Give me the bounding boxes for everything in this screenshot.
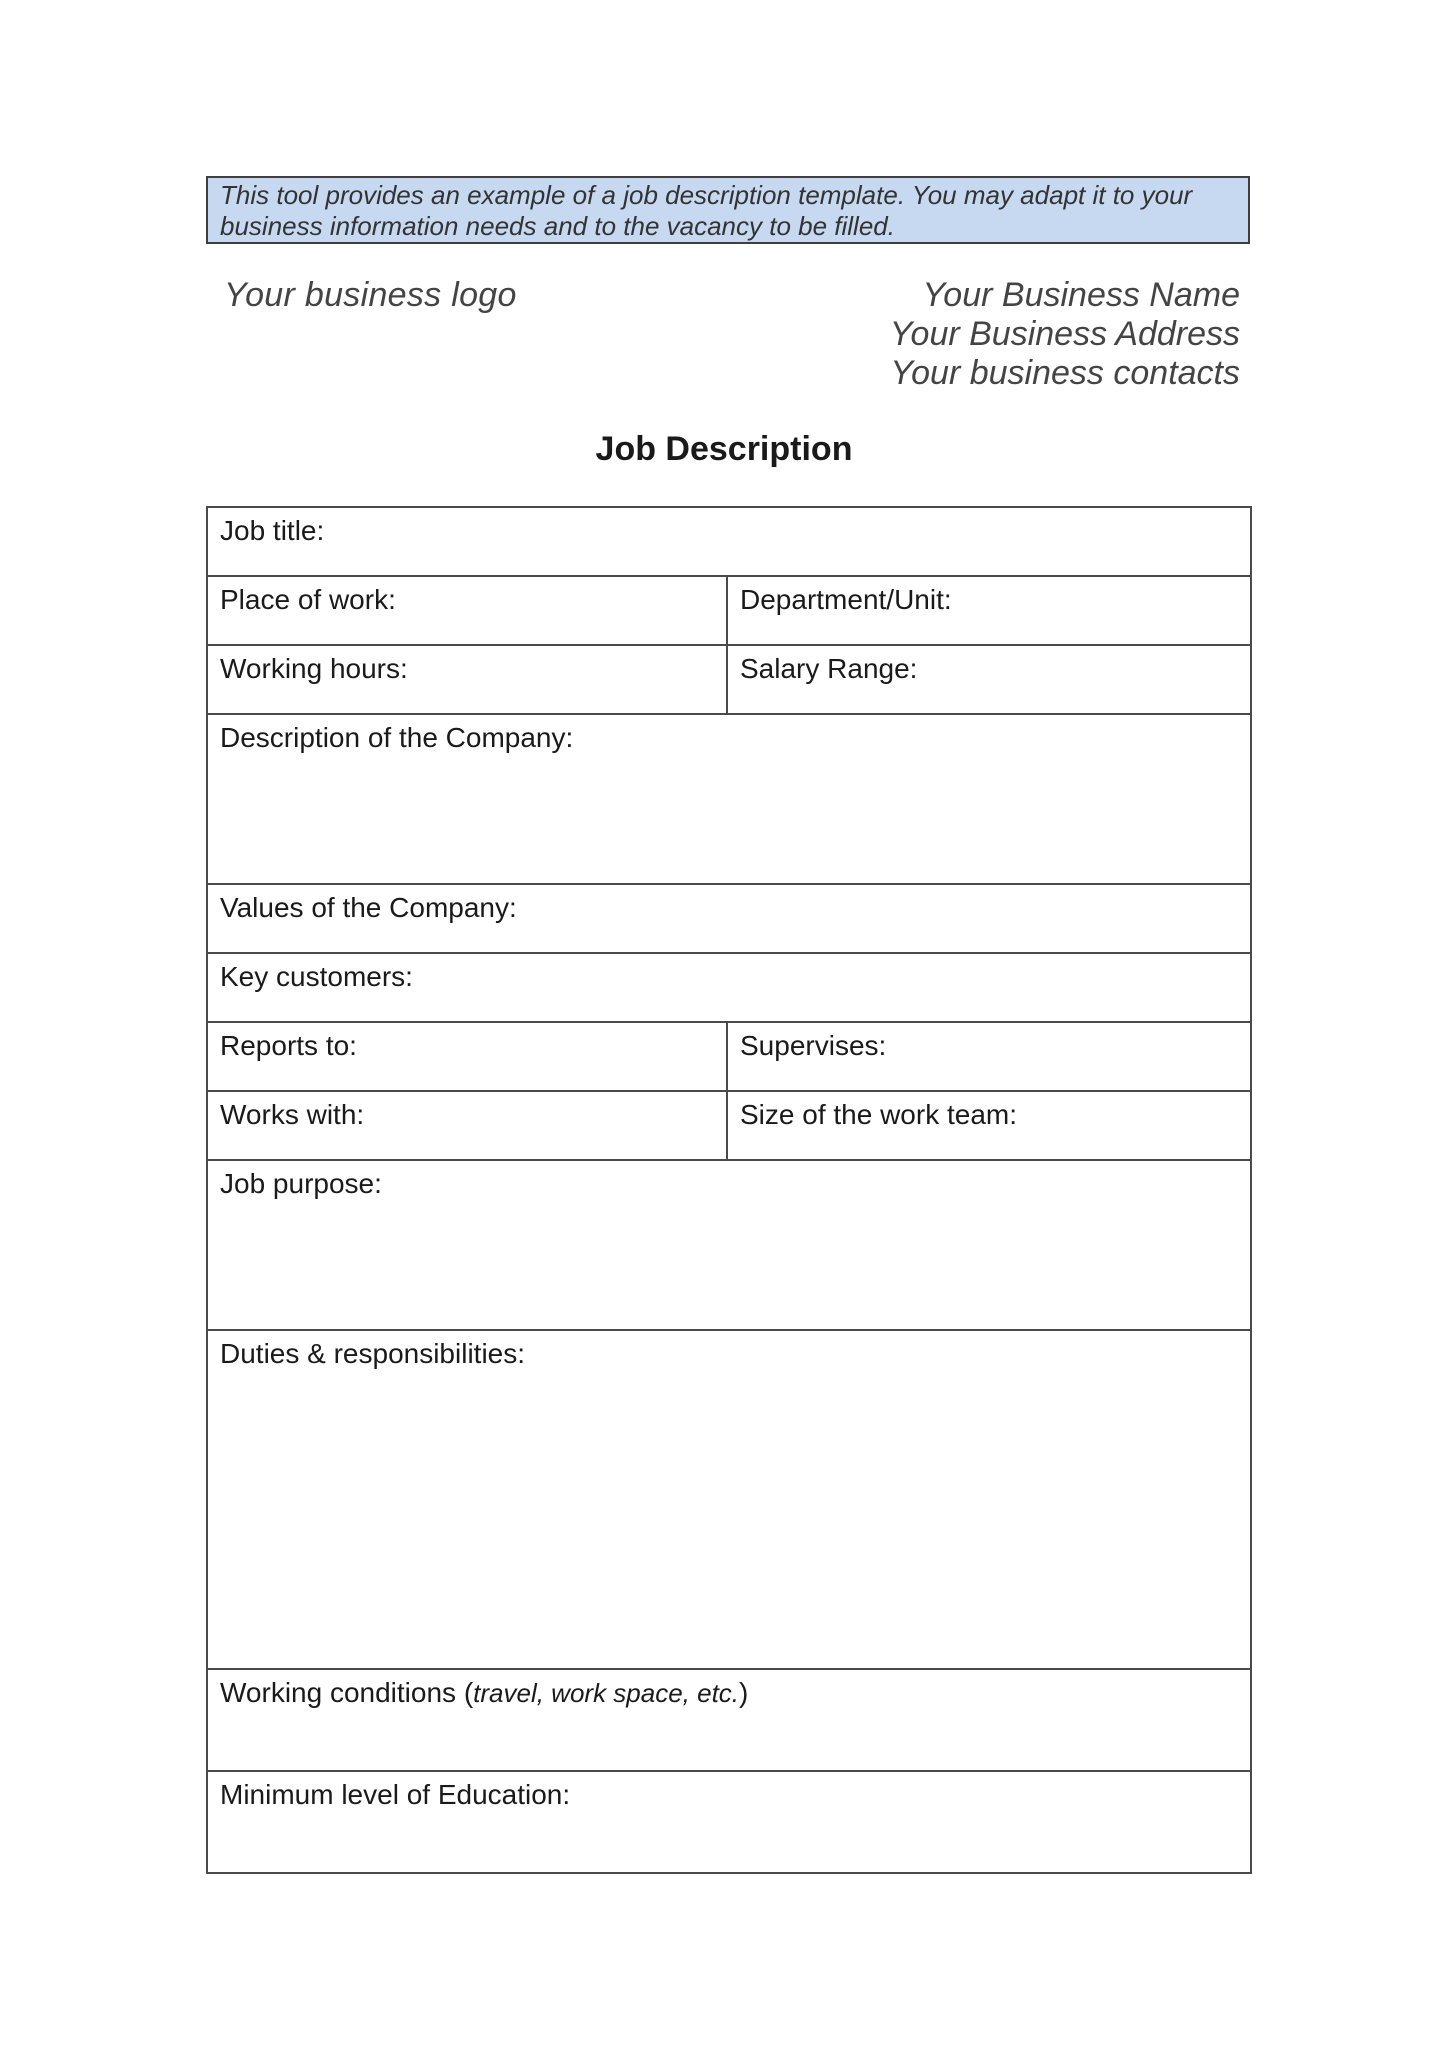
job-purpose-label: Job purpose:	[220, 1168, 382, 1199]
works-with-field[interactable]	[207, 1091, 727, 1160]
business-address: Your Business Address	[889, 315, 1240, 353]
company-values-field[interactable]	[207, 884, 1251, 953]
working-conditions-field[interactable]	[207, 1669, 1251, 1771]
key-customers-field[interactable]	[207, 953, 1251, 1022]
job-title-field[interactable]	[207, 507, 1251, 576]
works-with-label: Works with:	[220, 1099, 365, 1130]
page-title: Job Description	[595, 430, 853, 468]
working-conditions-close: )	[739, 1677, 749, 1708]
team-size-field[interactable]	[727, 1091, 1251, 1160]
working-hours-field[interactable]	[207, 645, 727, 714]
template-notice	[206, 176, 1250, 244]
business-contacts: Your business contacts	[890, 354, 1240, 392]
supervises-label: Supervises:	[740, 1030, 887, 1061]
salary-range-field[interactable]	[727, 645, 1251, 714]
education-label: Minimum level of Education:	[220, 1779, 571, 1810]
key-customers-label: Key customers:	[220, 961, 413, 992]
working-conditions-label: Working conditions (	[220, 1677, 474, 1708]
team-size-label: Size of the work team:	[740, 1099, 1018, 1130]
education-field[interactable]	[207, 1771, 1251, 1873]
duties-label: Duties & responsibilities:	[220, 1338, 526, 1369]
business-logo-placeholder: Your business logo	[224, 276, 517, 314]
salary-range-label: Salary Range:	[740, 653, 918, 684]
template-notice-text: This tool provides an example of a job description template. You may adapt it to your business information needs and to the vacancy to be filled.	[220, 180, 1193, 241]
company-values-label: Values of the Company:	[220, 892, 517, 923]
duties-field[interactable]	[207, 1330, 1251, 1669]
company-description-label: Description of the Company:	[220, 722, 574, 753]
supervises-field[interactable]	[727, 1022, 1251, 1091]
business-info	[890, 276, 1240, 393]
job-description-form	[206, 506, 1252, 1874]
reports-to-field[interactable]	[207, 1022, 727, 1091]
company-description-field[interactable]	[207, 714, 1251, 884]
working-conditions-hint: travel, work space, etc.	[473, 1678, 740, 1708]
reports-to-label: Reports to:	[220, 1030, 357, 1061]
working-hours-label: Working hours:	[220, 653, 408, 684]
business-name: Your Business Name	[922, 276, 1240, 314]
department-unit-label: Department/Unit:	[740, 584, 952, 615]
place-of-work-field[interactable]	[207, 576, 727, 645]
job-title-label: Job title:	[220, 515, 325, 546]
department-unit-field[interactable]	[727, 576, 1251, 645]
job-purpose-field[interactable]	[207, 1160, 1251, 1330]
place-of-work-label: Place of work:	[220, 584, 396, 615]
